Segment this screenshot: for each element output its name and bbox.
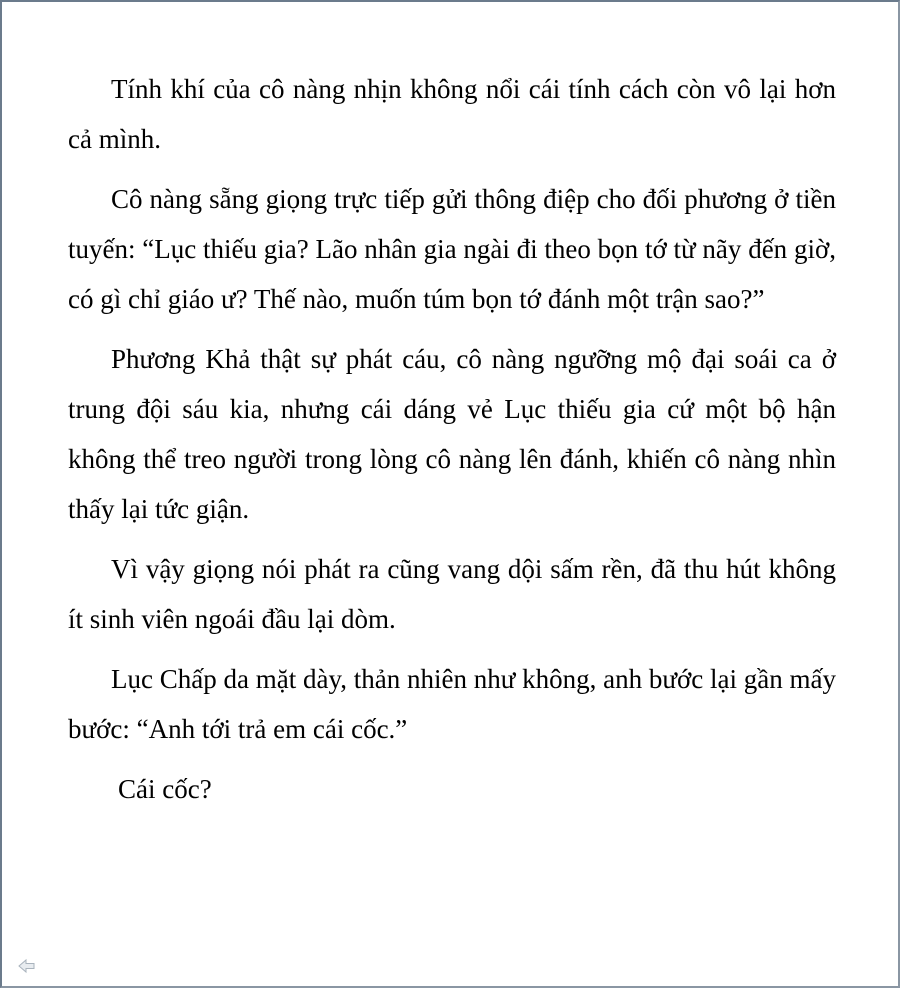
- back-arrow-icon[interactable]: [17, 956, 37, 976]
- paragraph: Lục Chấp da mặt dày, thản nhiên như không, anh bước lại gần mấy bước: “Anh tới trả em cái cốc.”: [68, 664, 836, 744]
- paragraph: Tính khí của cô nàng nhịn không nổi cái tính cách còn vô lại hơn cả mình.: [68, 74, 836, 154]
- paragraph: Phương Khả thật sự phát cáu, cô nàng ngưỡng mộ đại soái ca ở trung đội sáu kia, nhưng cái dáng vẻ Lục thiếu gia cứ một bộ hận không thể treo người trong lòng cô nàng lên đánh, khiến cô nàng nhìn thấy lại tức giận.: [68, 344, 836, 524]
- paragraph: Cô nàng sẵng giọng trực tiếp gửi thông điệp cho đối phương ở tiền tuyến: “Lục thiếu gia? Lão nhân gia ngài đi theo bọn tớ từ nãy đến giờ, có gì chỉ giáo ư? Thế nào, muốn túm bọn tớ đánh một trận sao?”: [68, 184, 836, 314]
- paragraph: Cái cốc?: [118, 774, 212, 804]
- document-body: [68, 64, 836, 824]
- paragraph: Vì vậy giọng nói phát ra cũng vang dội sấm rền, đã thu hút không ít sinh viên ngoái đầu lại dòm.: [68, 554, 836, 634]
